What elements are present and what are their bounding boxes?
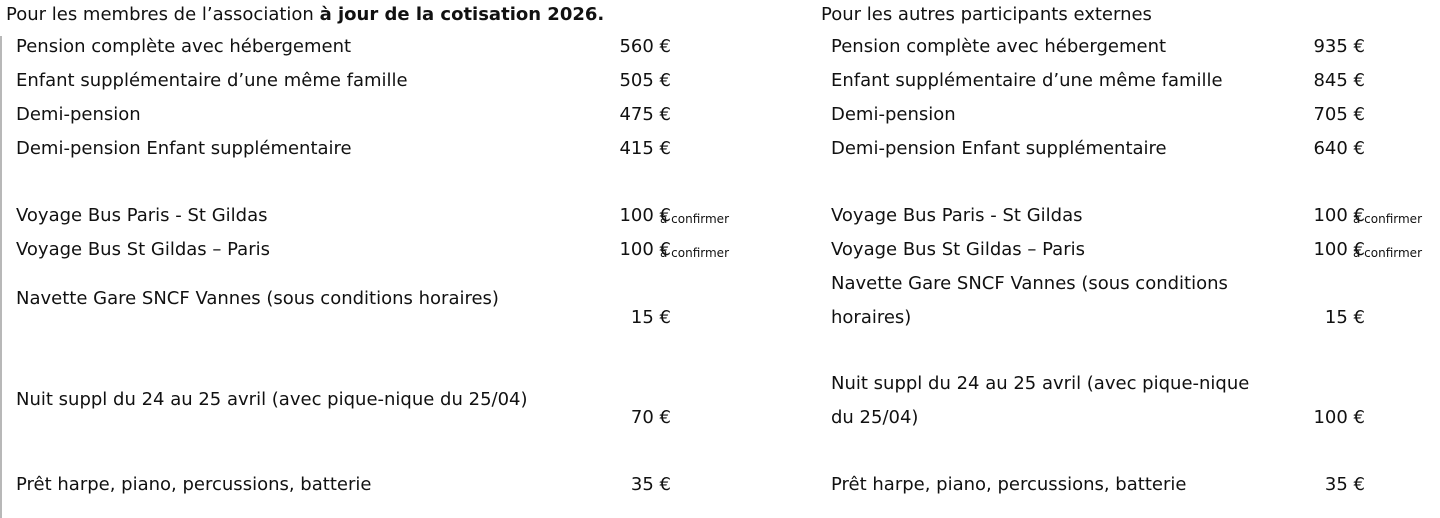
row-label: Navette Gare SNCF Vannes (sous conditions horaires) [16,288,499,309]
row-price: 15 € [630,307,671,328]
row-note: à confirmer [660,246,729,260]
price-row-extra-night [16,383,760,451]
price-row-extra-night [831,367,1440,435]
row-label: Demi-pension Enfant supplémentaire [16,138,352,159]
price-row-instrument-loan [831,468,1440,502]
price-row-bus-return [831,233,1440,267]
row-label: Enfant supplémentaire d’une même famille [16,70,408,91]
row-label: Enfant supplémentaire d’une même famille [831,70,1223,91]
row-price: 15 € [1324,307,1365,328]
row-price: 475 € [619,104,671,125]
row-label: Prêt harpe, piano, percussions, batterie [831,474,1187,495]
price-row-half-board-child [831,132,1440,166]
row-label: Voyage Bus St Gildas – Paris [831,239,1085,260]
row-price: 100 € [1313,239,1365,260]
row-price: 505 € [619,70,671,91]
row-label: Voyage Bus Paris - St Gildas [831,205,1083,226]
price-row-shuttle [16,282,760,350]
members-header-bold: à jour de la cotisation 2026. [319,4,605,25]
row-note: à confirmer [1353,246,1422,260]
column-rule [0,36,2,518]
row-label: Nuit suppl du 24 au 25 avril (avec pique-nique du 25/04) [831,373,1250,428]
row-price: 100 € [619,239,671,260]
price-row-bus-outbound [16,199,760,233]
price-row-bus-return [16,233,760,267]
row-label: Demi-pension [16,104,141,125]
row-price: 705 € [1313,104,1365,125]
price-row-shuttle [831,267,1440,335]
price-row-full-board [831,30,1440,64]
row-label: Voyage Bus Paris - St Gildas [16,205,268,226]
members-header [6,2,604,28]
row-price: 35 € [1324,474,1365,495]
row-price: 845 € [1313,70,1365,91]
row-price: 560 € [619,36,671,57]
row-price: 100 € [1313,205,1365,226]
price-row-full-board [16,30,760,64]
row-price: 640 € [1313,138,1365,159]
row-price: 70 € [630,407,671,428]
row-price: 100 € [619,205,671,226]
row-label: Navette Gare SNCF Vannes (sous conditions horaires) [831,273,1228,328]
price-row-half-board [831,98,1440,132]
row-price: 415 € [619,138,671,159]
price-row-instrument-loan [16,468,760,502]
row-label: Demi-pension Enfant supplémentaire [831,138,1167,159]
row-label: Demi-pension [831,104,956,125]
externals-header: Pour les autres participants externes [821,4,1152,25]
row-label: Pension complète avec hébergement [831,36,1167,57]
row-price: 35 € [630,474,671,495]
price-row-bus-outbound [831,199,1440,233]
row-note: à confirmer [660,212,729,226]
price-row-extra-child [16,64,760,98]
row-label: Prêt harpe, piano, percussions, batterie [16,474,372,495]
row-label: Voyage Bus St Gildas – Paris [16,239,270,260]
row-price: 935 € [1313,36,1365,57]
row-label: Pension complète avec hébergement [16,36,352,57]
members-header-text: Pour les membres de l’association [6,4,320,25]
price-row-half-board-child [16,132,760,166]
row-price: 100 € [1313,407,1365,428]
row-note: à confirmer [1353,212,1422,226]
row-label: Nuit suppl du 24 au 25 avril (avec pique-nique du 25/04) [16,389,528,410]
externals-price-column [815,0,1440,518]
price-row-half-board [16,98,760,132]
price-row-extra-child [831,64,1440,98]
